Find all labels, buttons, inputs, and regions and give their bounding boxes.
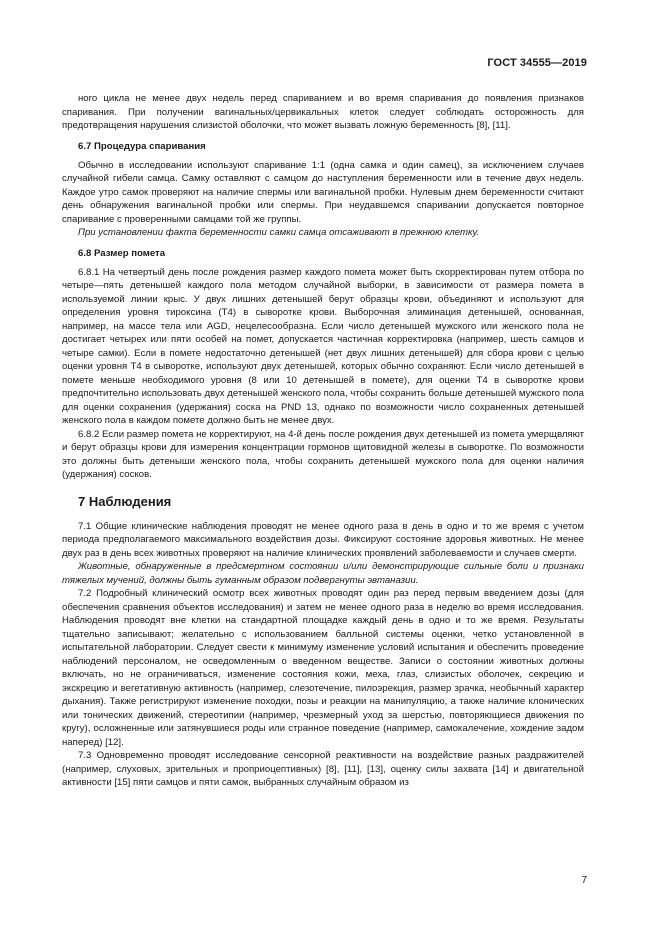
heading-7: 7 Наблюдения xyxy=(78,493,172,509)
paragraph-6-7-b: При установлении факта беременности самки самца отсаживают в прежнюю клетку. xyxy=(78,227,480,238)
paragraph-7-1-italic: Животные, обнаруженные в предсмертном состоянии и/или демонстрирующие сильные боли и признаки тяжелых мучений, должны быть гуманным образом подвергнуты эвтаназии. xyxy=(62,561,584,586)
heading-6-7: 6.7 Процедура спаривания xyxy=(78,140,206,152)
page-number: 7 xyxy=(581,875,587,886)
paragraph-6-8-2: 6.8.2 Если размер помета не корректируют, на 4-й день после рождения двух детенышей из помета умерщвляют и берут образцы крови для измерения концентрации гормонов щитовидной железы в сыворотке. По возможности это должны быть детеныши женского пола, чтобы сохранить детенышей мужского пола для оценки наличия (удержания) сосков. xyxy=(62,428,584,480)
paragraph-7-3: 7.3 Одновременно проводят исследование сенсорной реактивности на воздействие разных раздражителей (например, слуховых, зрительных и проприоцептивных) [8], [11], [13], оценку силы захвата [14] и двигательной активности [15] пяти самцов и пяти самок, выбранных случайным образом из xyxy=(62,750,584,788)
paragraph-intro: ного цикла не менее двух недель перед спариванием и во время спаривания до появления признаков спаривания. При получении вагинальных/цервикальных клеток следует соблюдать осторожность для предотвращения нарушения слизистой оболочки, что может вызвать ложную беременность [8], [11]. xyxy=(62,93,584,131)
standard-number: ГОСТ 34555—2019 xyxy=(487,57,587,69)
paragraph-7-2: 7.2 Подробный клинический осмотр всех животных проводят один раз перед первым введением дозы (для обеспечения сравнения объектов исследования) и затем не менее одного раза в неделю во время исследования. Наблюдения проводят вне клетки на стандартной площадке каждый день в одно и то же время. Результаты тщательно записывают; желательно с использованием балльной системы оценки, четко установленной в испытательной лаборатории. Следует свести к минимуму изменение условий испытания и обеспечить проведение наблюдений персоналом, не осведомленным о введенном веществе. Записи о состоянии животных должны включать, но не ограничиваться, изменение состояния кожи, меха, глаз, слизистых оболочек, секрецию и экскрецию и вегетативную активность (например, слезотечение, пилоэрекция, размер зрачка, необычный характер дыхания). Также регистрируют изменение походки, позы и реакции на манипуляцию, а также наличие клонических или тонических движений, стереотипии (например, чрезмерный уход за шерстью, повторяющиеся движения по кругу), осложненные или затянувшиеся роды или странное поведение (например, самокалечение, хождение задом наперед) [12]. xyxy=(62,588,584,748)
heading-6-8: 6.8 Размер помета xyxy=(78,247,166,259)
paragraph-6-7-a: Обычно в исследовании используют спаривание 1:1 (одна самка и один самец), за исключением случаев случайной гибели самца. Самку оставляют с самцом до наступления беременности или в течение двух недель. Каждое утро самок проверяют на наличие спермы или вагинальной пробки. Нулевым днем беременности считают день обнаружения вагинальной пробки или спермы. При неудавшемся спаривании допускается повторное спаривание с проверенными самцами той же группы. xyxy=(62,159,584,225)
document-body xyxy=(62,92,584,790)
paragraph-7-1: 7.1 Общие клинические наблюдения проводят не менее одного раза в день в одно и то же время с учетом периода предполагаемого максимального воздействия дозы. Фиксируют состояние здоровья животных. Не менее двух раз в день всех животных проверяют на наличие клинических проявлений заболеваемости и случаев смерти. xyxy=(62,520,584,559)
paragraph-6-8-1: 6.8.1 На четвертый день после рождения размер каждого помета может быть скорректирован путем отбора по четыре—пять детенышей каждого пола методом случайной выборки, в зависимости от размера помета в используемой линии крыс. У двух лишних детенышей берут образцы крови, объединяют и используют для определения уровня тироксина (T4) в сыворотке крови. Выборочная элиминация детенышей, основанная, например, на массе тела или AGD, нецелесообразна. Если число детенышей мужского или женского пола не достигает четырех или пяти особей на помет, допускается частичная корректировка (например, шесть самцов и четыре самки). Если в помете недостаточно детенышей (нет двух лишних детенышей) для сбора крови с целью оценки уровня T4 в сыворотке, используют двух детенышей, которых обычно сохраняют. Если число детенышей в помете меньше необходимого уровня (8 или 10 детенышей в помете), для оценки T4 в сыворотке крови предпочтительно использовать двух детенышей женского пола, чтобы сохранить больше детенышей мужского пола для оценки сохранения (удержания) соска на PND 13, однако по возможности число сохраненных детенышей женского пола в каждом помете должно быть не менее двух. xyxy=(62,266,584,426)
